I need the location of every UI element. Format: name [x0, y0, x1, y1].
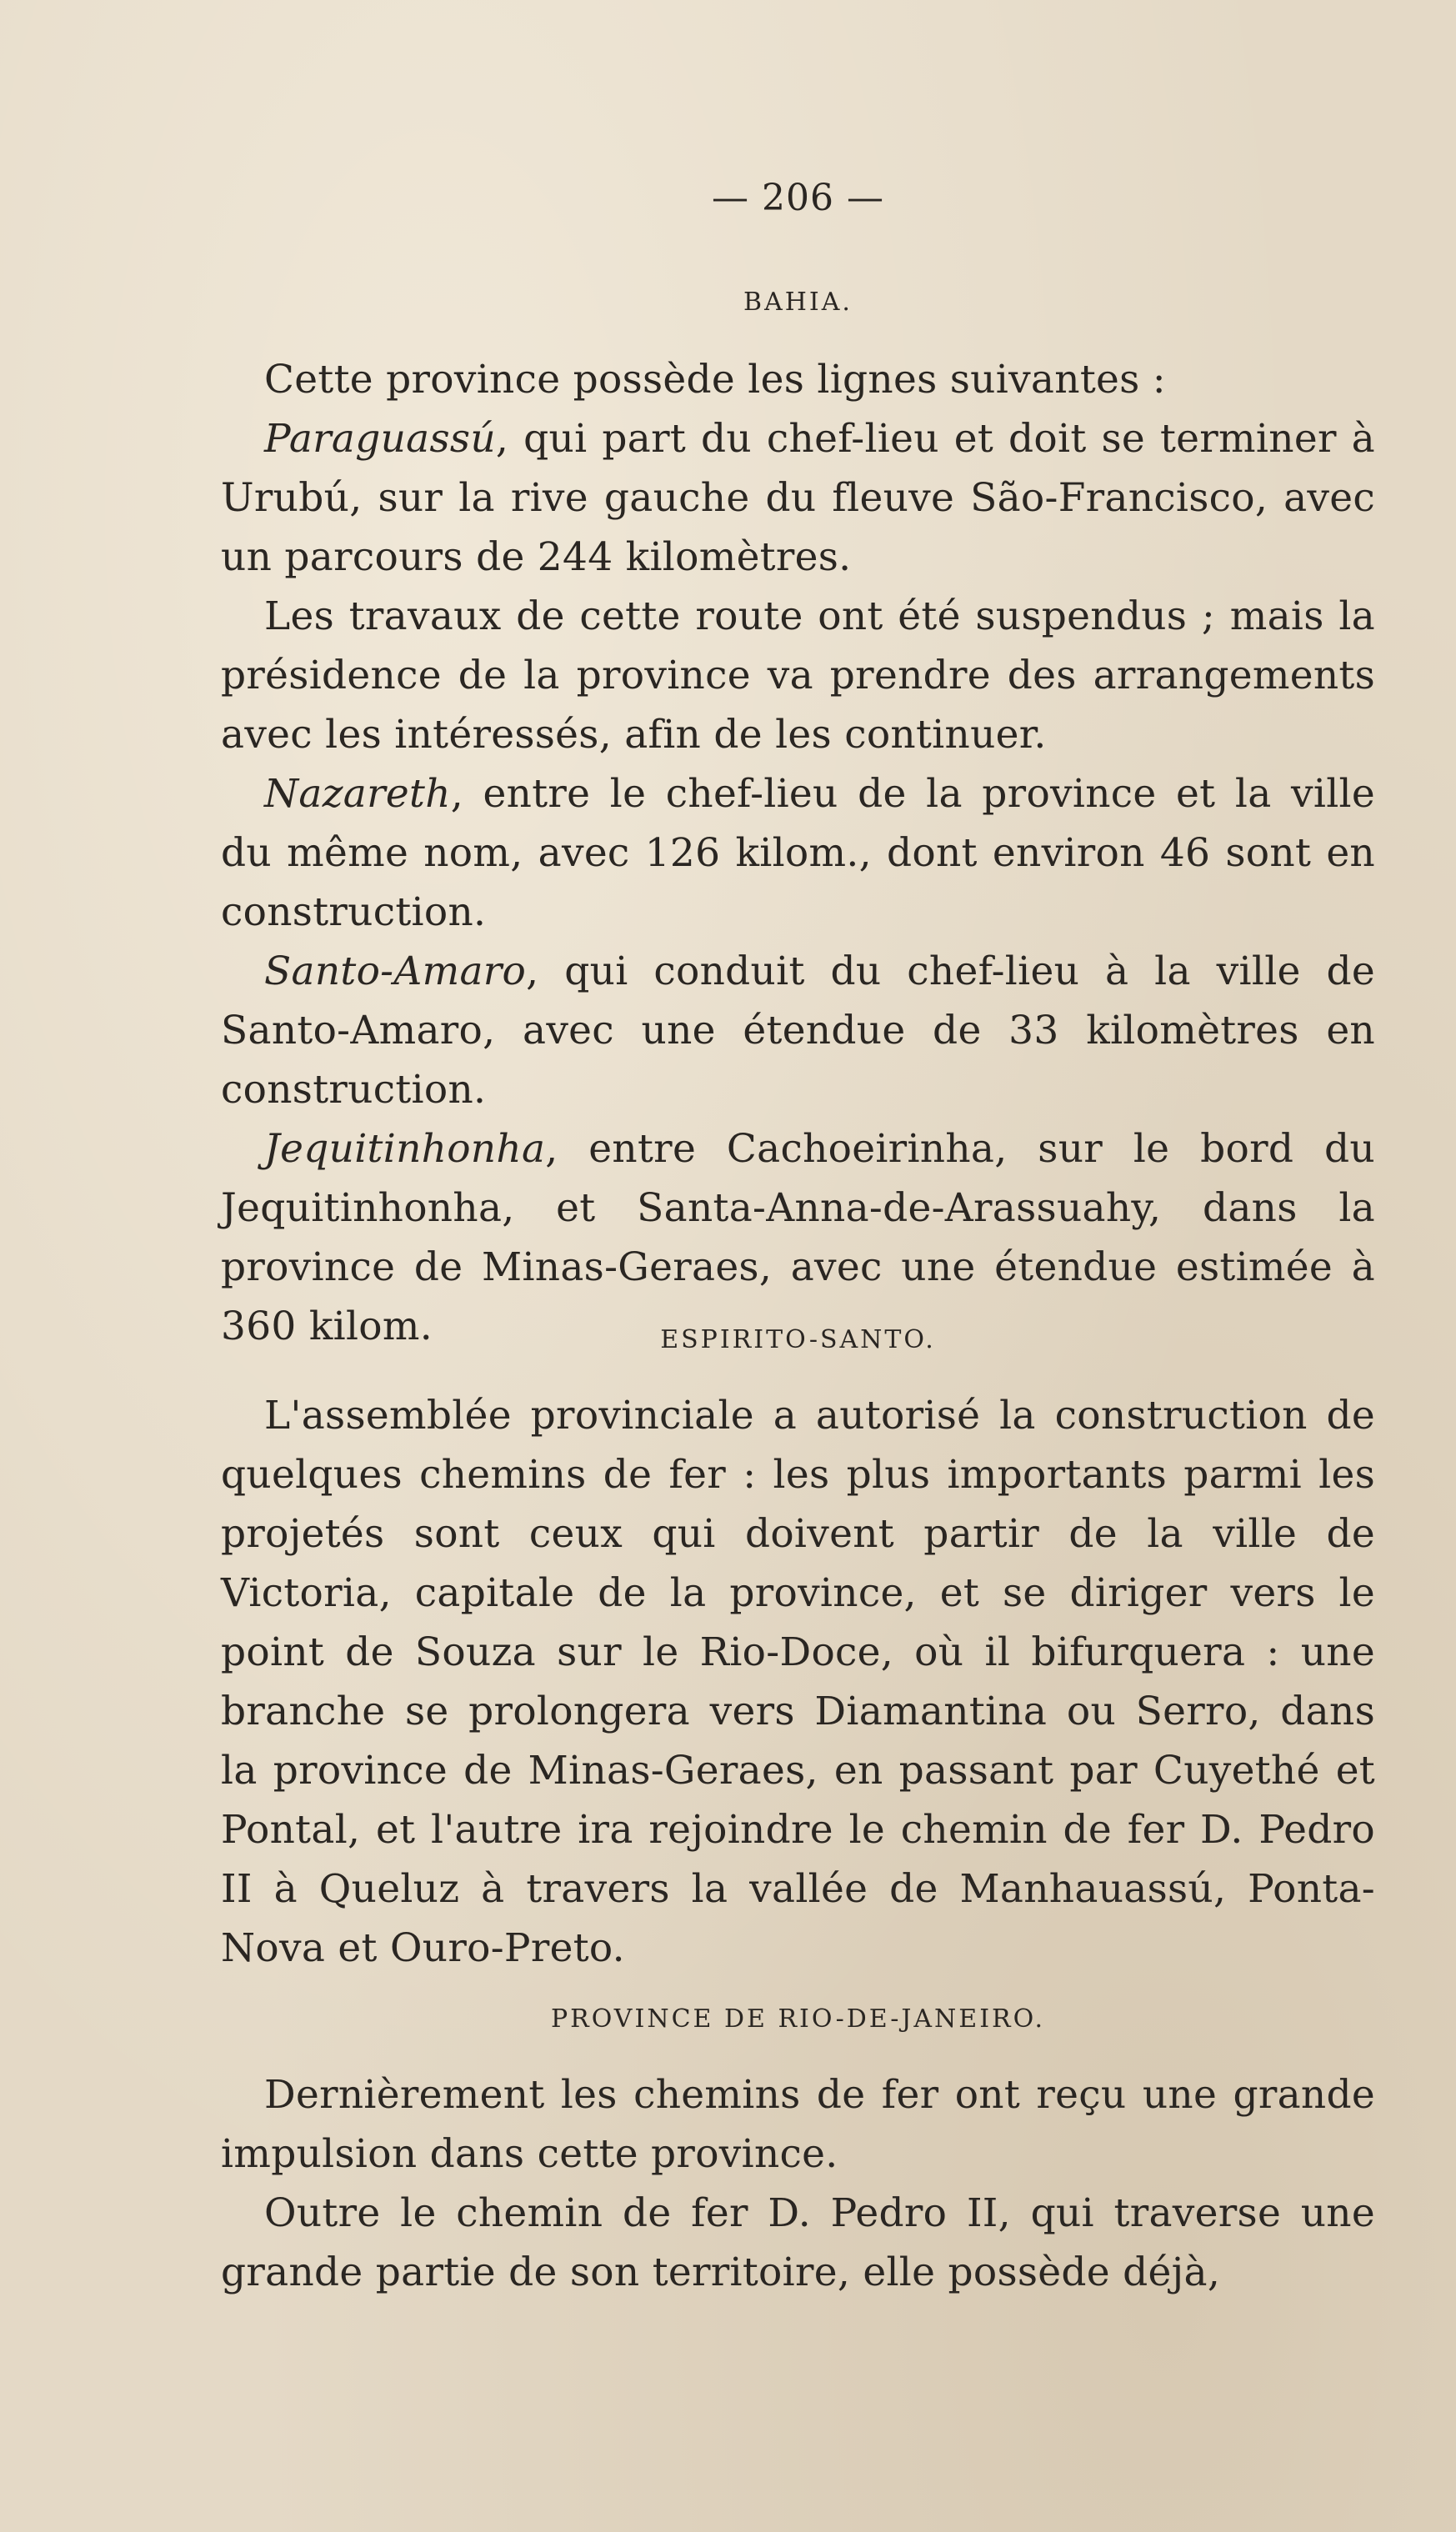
paragraph-text: , qui part du chef-lieu et doit se terminer à Urubú, sur la rive gauche du fleuve São-Francisco, avec un parcours de 244 kilomètres.: [221, 416, 1375, 580]
section-title-bahia: BAHIA.: [743, 288, 853, 317]
paragraph: L'assemblée provinciale a autorisé la construction de quelques chemins de fer : les plus importants parmi les projetés sont ceux qui doivent partir de la ville de Victoria, capitale de la province, et se diriger vers le point de Souza sur le Rio-Doce, où il bifurquera : une branche se prolongera vers Diamantina ou Serro, dans la province de Minas-Geraes, en passant par Cuyethé et Pontal, et l'autre ira rejoindre le chemin de fer D. Pedro II à Queluz à travers la vallée de Manhauassú, Ponta-Nova et Ouro-Preto.: [221, 1393, 1375, 1971]
place-name: Santo-Amaro: [264, 948, 527, 994]
paragraph: Les travaux de cette route ont été suspendus ; mais la présidence de la province va prendre des arrangements avec les intéressés, afin de les continuer.: [221, 593, 1375, 758]
section-title-espirito-santo: ESPIRITO-SANTO.: [660, 1325, 936, 1354]
place-name: Nazareth: [264, 771, 451, 817]
section-title-rio-de-janeiro: PROVINCE DE RIO-DE-JANEIRO.: [550, 2004, 1046, 2034]
paragraph: Dernièrement les chemins de fer ont reçu une grande impulsion dans cette province.: [221, 2072, 1375, 2177]
paragraph: [221, 1119, 1375, 1356]
paragraph-text: , qui conduit du chef-lieu à la ville de Santo-Amaro, avec une étendue de 33 kilomètres en construction.: [221, 948, 1375, 1113]
paragraph: Outre le chemin de fer D. Pedro II, qui traverse une grande partie de son territoire, elle possède déjà,: [221, 2190, 1375, 2295]
paragraph: [221, 409, 1375, 587]
paragraph: [221, 942, 1375, 1119]
place-name: Jequitinhonha: [264, 1126, 546, 1172]
page-number: — 206 —: [712, 177, 884, 219]
paragraph-text: , entre le chef-lieu de la province et la ville du même nom, avec 126 kilom., dont environ 46 sont en construction.: [221, 771, 1375, 935]
paragraph: Cette province possède les lignes suivantes :: [264, 357, 1166, 403]
place-name: Paraguassú: [264, 416, 496, 462]
paragraph: [221, 764, 1375, 942]
paragraph-text: , entre Cachoeirinha, sur le bord du Jequitinhonha, et Santa-Anna-de-Arassuahy, dans la province de Minas-Geraes, avec une étendue estimée à 360 kilom.: [221, 1126, 1375, 1349]
